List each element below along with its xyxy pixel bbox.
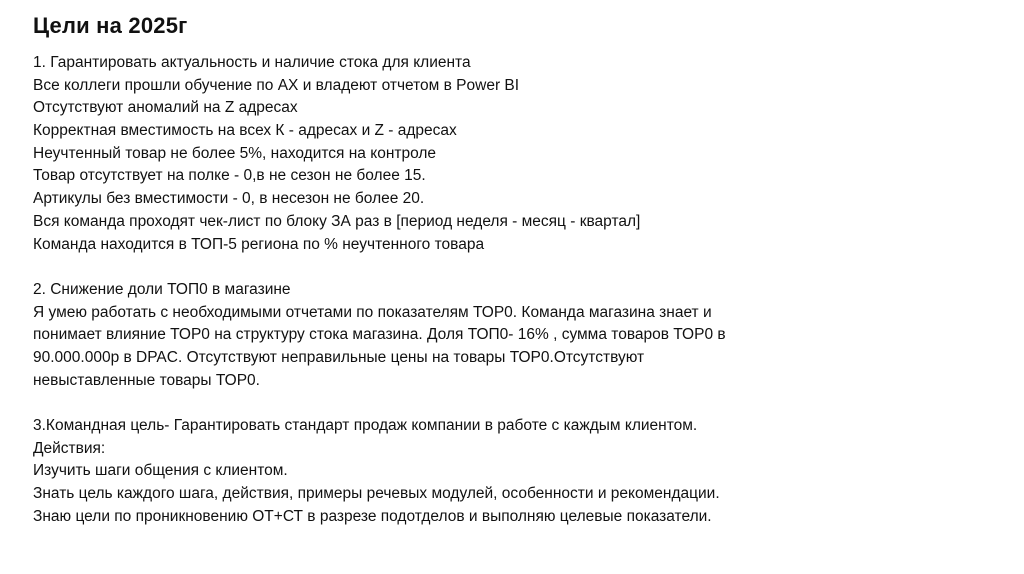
slide-body xyxy=(33,52,833,528)
section-1-heading: 1. Гарантировать актуальность и наличие стока для клиента xyxy=(33,54,471,71)
section-2-line: Я умею работать с необходимыми отчетами по показателям ТОР0. Команда магазина знает и xyxy=(33,303,712,321)
section-2-line: невыставленные товары ТОР0. xyxy=(33,371,260,389)
section-1-line: Артикулы без вместимости - 0, в несезон не более 20. xyxy=(33,190,425,208)
slide-title: Цели на 2025г xyxy=(33,13,188,38)
section-spacer xyxy=(33,256,833,279)
section-2-heading: 2. Снижение доли ТОП0 в магазине xyxy=(33,280,291,298)
section-1-line: Отсутствуют аномалий на Z адресах xyxy=(33,99,298,117)
section-spacer xyxy=(33,392,833,415)
section-1 xyxy=(33,52,833,256)
section-1-line: Вся команда проходят чек-лист по блоку ЗА раз в [период неделя - месяц - квартал] xyxy=(33,212,641,230)
section-2 xyxy=(33,279,833,392)
section-3-line: Действия: xyxy=(33,439,106,457)
section-3-line: Знать цель каждого шага, действия, примеры речевых модулей, особенности и рекомендации. xyxy=(33,485,720,503)
section-1-line: Неучтенный товар не более 5%, находится на контроле xyxy=(33,144,437,162)
section-3-line: Изучить шаги общения с клиентом. xyxy=(33,462,288,480)
section-2-line: понимает влияние ТОР0 на структуру стока магазина. Доля ТОП0- 16% , сумма товаров ТОР0 в xyxy=(33,326,726,344)
section-1-line: Все коллеги прошли обучение по АХ и владеют отчетом в Power BI xyxy=(33,76,520,94)
section-1-line: Корректная вместимость на всех К - адресах и Z - адресах xyxy=(33,122,457,140)
section-1-line: Товар отсутствует на полке - 0,в не сезон не более 15. xyxy=(33,167,426,185)
section-3-line: Знаю цели по проникновению ОТ+СТ в разрезе подотделов и выполняю целевые показатели. xyxy=(33,507,712,525)
section-3 xyxy=(33,415,833,528)
section-2-line: 90.000.000р в DPAC. Отсутствуют неправильные цены на товары ТОР0.Отсутствуют xyxy=(33,348,645,366)
section-1-line: Команда находится в ТОП-5 региона по % неучтенного товара xyxy=(33,235,485,253)
section-3-heading: 3.Командная цель- Гарантировать стандарт продаж компании в работе с каждым клиентом. xyxy=(33,417,698,434)
